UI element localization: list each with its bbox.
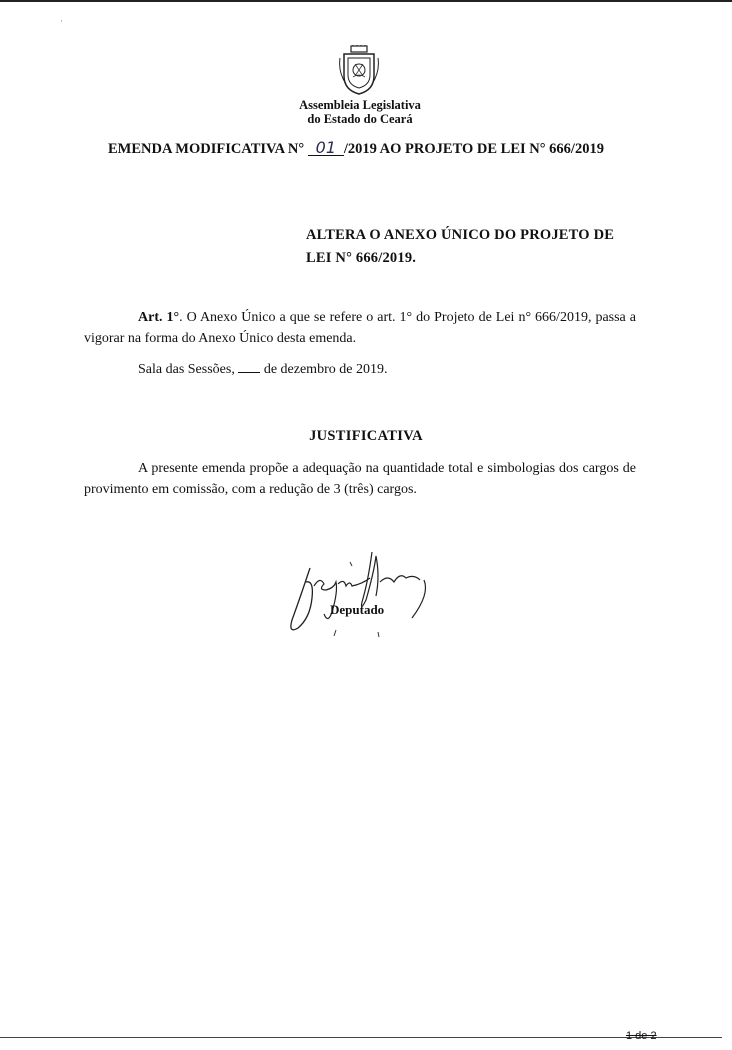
article-text: . O Anexo Único a que se refere o art. 1° do Projeto de Lei n° 666/2019, passa a vigorar na forma do Anexo Único desta emenda. [84,310,636,346]
page-top-border [0,0,732,2]
org-line-1: Assembleia Legislativa [299,98,421,112]
session-after: de dezembro de 2019. [263,362,388,377]
signatory-title: Deputado [330,602,385,617]
title-suffix: /2019 AO PROJETO DE LEI N° 666/2019 [343,141,604,157]
justification-title: JUSTIFICATIVA [309,428,423,444]
organization-name [240,98,480,126]
document-title [108,138,604,158]
footer-rule [0,1037,722,1038]
handwritten-amendment-number: 01 [308,141,344,156]
session-before: Sala das Sessões, [138,362,235,377]
article-1-paragraph [84,307,636,349]
page-number: 1 de 2 [626,1030,657,1042]
org-line-2: do Estado do Ceará [307,112,413,126]
article-label: Art. 1° [138,310,180,325]
handwritten-signature [284,548,444,648]
coat-of-arms-icon [338,44,380,96]
day-blank [238,372,260,373]
title-prefix: EMENDA MODIFICATIVA N° [108,141,305,157]
ementa: ALTERA O ANEXO ÚNICO DO PROJETO DE LEI N° 666/2019. [306,227,615,266]
justification-paragraph [84,458,636,500]
session-line [84,359,636,380]
justification-text: A presente emenda propõe a adequação na quantidade total e simbologias dos cargos de provimento em comissão, com a redução de 3 (três) cargos. [84,461,636,497]
scan-speck: · [60,16,63,26]
